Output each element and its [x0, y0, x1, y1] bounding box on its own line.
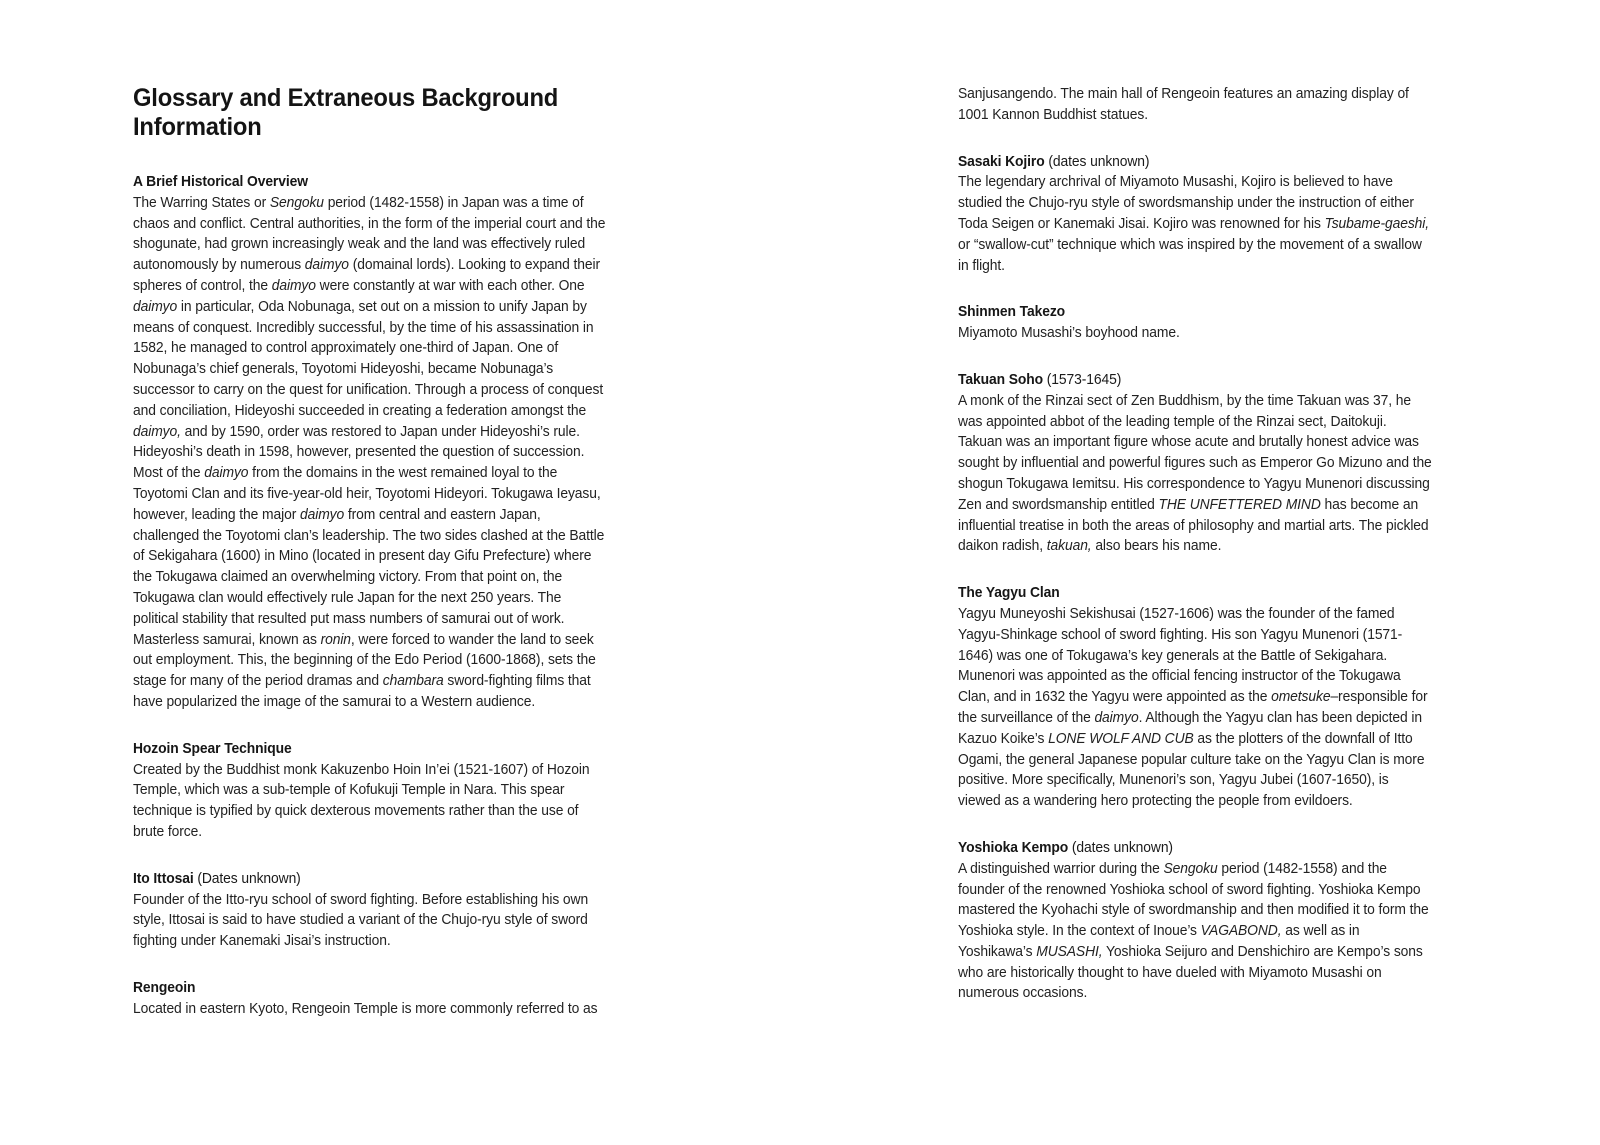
entry-ito-ittosai [133, 869, 608, 952]
entry-body: Created by the Buddhist monk Kakuzenbo Hoin In’ei (1521-1607) of Hozoin Temple, which was a sub-temple of Kofukuji Temple in Nara. This spear technique is typified by quick dexterous movements rather than the use of brute force. [133, 761, 590, 840]
entry-body: Yagyu Muneyoshi Sekishusai (1527-1606) was the founder of the famed Yagyu-Shinkage school of sword fighting. His son Yagyu Munenori (1571-1646) was one of Tokugawa’s key generals at the Battle of Sekigahara. Munenori was appointed as the official fencing instructor of the Tokugawa Clan, and in 1632 the Yagyu were appointed as the ometsuke–responsible for the surveillance of the daimyo. Although the Yagyu clan has been depicted in Kazuo Koike’s LONE WOLF AND CUB as the plotters of the downfall of Itto Ogami, the general Japanese popular culture take on the Yagyu Clan is more positive. More specifically, Munenori’s son, Yagyu Jubei (1607-1650), is viewed as a wandering hero protecting the people from evildoers. [958, 605, 1428, 810]
entry-body: Miyamoto Musashi’s boyhood name. [958, 325, 1180, 342]
rengeoin-continuation [958, 84, 1433, 126]
entry-body: Sanjusangendo. The main hall of Rengeoin features an amazing display of 1001 Kannon Buddhist statues. [958, 86, 1409, 123]
entry-body: Founder of the Itto-ryu school of sword fighting. Before establishing his own style, Ittosai is said to have studied a variant of the Chujo-ryu style of sword fighting under Kanemaki Jisai’s instruction. [133, 891, 589, 950]
entry-heading: The Yagyu Clan [958, 585, 1060, 602]
entry-historical-overview [133, 172, 608, 713]
entry-heading: A Brief Historical Overview [133, 174, 308, 190]
right-column [958, 0, 1433, 1030]
entry-heading: Ito Ittosai (Dates unknown) [133, 870, 301, 887]
page-title-line: Information [133, 113, 262, 141]
entry-body: The legendary archrival of Miyamoto Musashi, Kojiro is believed to have studied the Chujo-ryu style of swordsmanship under the instruction of either Toda Seigen or Kanemaki Jisai. Kojiro was renowned for his Tsubame-gaeshi, or “swallow-cut” technique which was inspired by the movement of a swallow in flight. [958, 174, 1430, 274]
entry-body: A distinguished warrior during the Sengoku period (1482-1558) and the founder of the renowned Yoshioka school of sword fighting. Yoshioka Kempo mastered the Kyohachi style of swordmanship and then modified it to form the Yoshioka style. In the context of Inoue’s VAGABOND, as well as in Yoshikawa’s MUSASHI, Yoshioka Seijuro and Denshichiro are Kempo’s sons who are historically thought to have dueled with Miyamoto Musashi on numerous occasions. [958, 860, 1429, 1002]
entry-yoshioka-kempo [958, 838, 1433, 1004]
entry-yagyu-clan [958, 583, 1433, 812]
entry-heading: Rengeoin [133, 979, 196, 996]
entry-heading: Takuan Soho (1573-1645) [958, 371, 1122, 388]
page-title-line: Glossary and Extraneous Background [133, 84, 559, 112]
entry-hozoin-spear-technique [133, 739, 608, 843]
entry-shinmen-takezo [958, 302, 1433, 344]
entry-takuan-soho [958, 370, 1433, 557]
left-column [133, 0, 608, 1045]
entry-heading: Sasaki Kojiro (dates unknown) [958, 153, 1150, 170]
entry-heading: Hozoin Spear Technique [133, 740, 292, 757]
entry-body: Located in eastern Kyoto, Rengeoin Temple is more commonly referred to as [133, 1000, 598, 1017]
entry-heading: Shinmen Takezo [958, 304, 1066, 321]
entry-body: The Warring States or Sengoku period (1482-1558) in Japan was a time of chaos and conflict. Central authorities, in the form of the imperial court and the shogunate, had grown increasingly weak and the land was effectively ruled autonomously by numerous daimyo (domainal lords). Looking to expand their spheres of control, the daimyo were constantly at war with each other. One daimyo in particular, Oda Nobunaga, set out on a mission to unify Japan by means of conquest. Incredibly successful, by the time of his assassination in 1582, he managed to control approximately one-third of Japan. One of Nobunaga’s chief generals, Toyotomi Hideyoshi, became Nobunaga’s successor to carry on the quest for unification. Through a process of conquest and conciliation, Hideyoshi succeeded in creating a federation amongst the daimyo, and by 1590, order was restored to Japan under Hideyoshi’s rule. Hideyoshi’s death in 1598, however, presented the question of succession. Most of the daimyo from the domains in the west remained loyal to the Toyotomi Clan and its five-year-old heir, Toyotomi Hideyori. Tokugawa Ieyasu, however, leading the major daimyo from central and eastern Japan, challenged the Toyotomi clan’s leadership. The two sides clashed at the Battle of Sekigahara (1600) in Mino (located in present day Gifu Prefecture) where the Tokugawa claimed an overwhelming victory. From that point on, the Tokugawa clan would effectively rule Japan for the next 250 years. The political stability that resulted put mass numbers of samurai out of work. Masterless samurai, known as ronin, were forced to wander the land to seek out employment. This, the beginning of the Edo Period (1600-1868), sets the stage for many of the period dramas and chambara sword-fighting films that have popularized the image of the samurai to a Western audience. [133, 194, 606, 710]
entry-heading: Yoshioka Kempo (dates unknown) [958, 839, 1173, 856]
entry-rengeoin [133, 978, 608, 1020]
page-title [133, 84, 608, 142]
entry-body: A monk of the Rinzai sect of Zen Buddhism, by the time Takuan was 37, he was appointed abbot of the leading temple of the Rinzai sect, Daitokuji. Takuan was an important figure whose acute and brutally honest advice was sought by influential and powerful figures such as Emperor Go Mizuno and the shogun Tokugawa Iemitsu. His correspondence to Yagyu Munenori discussing Zen and swordsmanship entitled THE UNFETTERED MIND has become an influential treatise in both the areas of philosophy and martial arts. The pickled daikon radish, takuan, also bears his name. [958, 392, 1432, 555]
entry-sasaki-kojiro [958, 152, 1433, 277]
